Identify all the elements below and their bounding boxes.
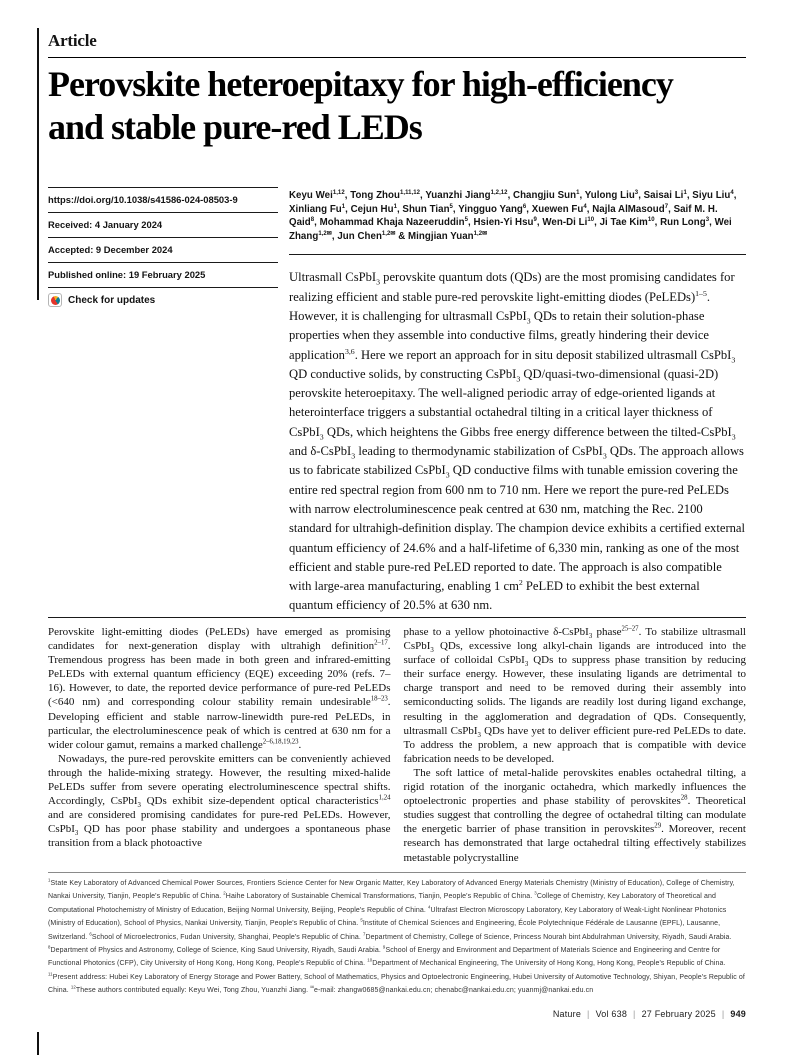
issue-date: 27 February 2025 (641, 1009, 716, 1019)
body-column-right (404, 625, 747, 865)
footer-separator: | (633, 1009, 636, 1019)
article-meta-sidebar (48, 187, 278, 616)
body-paragraph: phase to a yellow photoinactive δ-CsPbI$_3$ phase$^{25-27}$. To stabilize ultrasmall CsPbI$_3$ QDs, excessive long alkyl-chain ligands are introduced into the surface of colloidal CsPbI$_3$ QDs to suppress phase transition by reducing their surface energy. However, these insulating ligands are detrimental to charge transport and need to be removed during their assembly into semiconducting solids. The ligands are readily lost during ligand exchange, resulting in the agglomeration and degradation of QDs. Consequently, ultrasmall CsPbI$_3$ QDs have yet to deliver efficient pure-red PeLEDs to date. To address the problem, a new approach that is compatible with device fabrication needs to be developed. (403, 625, 746, 765)
header-divider (48, 57, 746, 58)
doi-link[interactable]: https://doi.org/10.1038/s41586-024-08503-9 (48, 187, 278, 212)
body-paragraph: Perovskite light-emitting diodes (PeLEDs) have emerged as promising candidates for next-generation display with ultrahigh definition$^{2-17}$. Tremendous progress has been made in both green and infrared-emitting PeLEDs with external quantum efficiency (EQE) exceeding 20% (refs. 7–16). However, to date, the reported device performance of pure-red PeLEDs (<640 nm) and corresponding colour stability remain undesirable$^{18-23}$. Developing efficient and stable narrow-linewidth pure-red PeLEDs, in particular, the electroluminescence peak of which is centred at 630 nm for a wider colour gamut, remains a marked challenge$^{2-6,18,19,23}$. (48, 626, 391, 751)
body-paragraph: The soft lattice of metal-halide perovskites enables octahedral tilting, a rigid rotation of the inorganic octahedra, which markedly influences the optoelectronic properties and phase stability of perovskites$^{28}$. Theoretical studies suggest that controlling the degree of octahedral tilting can modulate the energetic barrier of phase transition in perovskites$^{29}$. Moreover, recent research has demonstrated that large octahedral tilting effectively stabilizes metastable polycrystalline (403, 766, 746, 864)
crossmark-check-icon (48, 293, 62, 307)
page-footer (48, 1009, 746, 1019)
accepted-date: Accepted: 9 December 2024 (48, 237, 278, 262)
abstract: Ultrasmall CsPbI$_3$ perovskite quantum dots (QDs) are the most promising candidates for realizing efficient and stable pure-red perovskite light-emitting diodes (PeLEDs)$^{1-5}$. However, it is challenging for ultrasmall CsPbI$_3$ QDs to retain their solution-phase properties when they assemble into conductive films, greatly hindering their device application$^{3,6}$. Here we report an approach for in situ deposit stabilized ultrasmall CsPbI$_3$ QD conductive solids, by constructing CsPbI$_3$ QD/quasi-two-dimensional (quasi-2D) perovskite heteroepitaxy. The well-aligned periodic array of edge-oriented ligands at heterointerface triggers a substantial octahedral tilting in a critical layer thickness of CsPbI$_3$ QDs, which heightens the Gibbs free energy difference between the tilted-CsPbI$_3$ and δ-CsPbI$_3$ leading to thermodynamic stabilization of CsPbI$_3$ QDs. The approach allows us to fabricate stabilized CsPbI$_3$ QD conductive films with tunable emission covering the entire red spectral region from 600 nm to 710 nm. Here we report the pure-red PeLEDs with narrow electroluminescence peak centred at 630 nm, matching the Rec. 2100 standard for ultrahigh-definition display. The champion device exhibits a certified external quantum efficiency of 24.6% and a half-lifetime of 6,330 min, ranking as one of the most efficient and stable pure-red PeLED reported to date. The approach is also compatible with large-area manufacturing, enabling 1 $cm^2$ PeLED to exhibit the best external quantum efficiency of 20.5% at 630 nm. (289, 270, 746, 613)
author-list: Keyu Wei$^{1,12}$, Tong Zhou$^{1,11,12}$, Yuanzhi Jiang$^{1,2,12}$, Changjiu Sun$^1$, Yulong Liu$^3$, Saisai Li$^1$, Siyu Liu$^4$, Xinliang Fu$^1$, Cejun Hu$^1$, Shun Tian$^5$, Yingguo Yang$^6$, Xuewen Fu$^4$, Najla AlMasoud$^7$, Saif M. H. Qaid$^8$, Mohammad Khaja Nazeeruddin$^5$, Hsien-Yi Hsu$^9$, Wen-Di Li$^{10}$, Ji Tae Kim$^{10}$, Run Long$^3$, Wei Zhang$^{1,2✉}$, Jun Chen$^{1,2✉}$ & Mingjian Yuan$^{1,2✉}$ (289, 189, 737, 242)
check-for-updates-label: Check for updates (68, 294, 156, 306)
journal-name: Nature (552, 1009, 582, 1019)
page-title-line2: and stable pure-red LEDs (48, 107, 422, 147)
body-paragraph: Nowadays, the pure-red perovskite emitters can be conveniently achieved through the halide-mixing strategy. However, the resulting mixed-halide PeLEDs suffer from severe operating electroluminescence spectral shifts. Accordingly, CsPbI$_3$ QDs exhibit size-dependent optical characteristics$^{1,24}$ and are considered promising candidates for pure-red PeLEDs. However, CsPbI$_3$ QD has poor phase stability and undergoes a spontaneous phase transition from a black photoactive (48, 752, 391, 850)
header-meta-section (48, 187, 746, 616)
published-date: Published online: 19 February 2025 (48, 262, 278, 287)
footnote-divider (48, 872, 746, 873)
affiliations-footnote: $^1$State Key Laboratory of Advanced Chemical Power Sources, Frontiers Science Center for New Organic Matter, Key Laboratory of Advanced Energy Materials Chemistry (Ministry of Education), College of Chemistry, Nankai University, Tianjin, People's Republic of China. $^2$Haihe Laboratory of Sustainable Chemical Transformations, Tianjin, People's Republic of China. $^3$College of Chemistry, Key Laboratory of Theoretical and Computational Photochemistry of Ministry of Education, Beijing Normal University, Beijing, People's Republic of China. $^4$Ultrafast Electron Microscopy Laboratory, Key Laboratory of Weak-Light Nonlinear Photonics (Ministry of Education), School of Physics, Nankai University, Tianjin, People's Republic of China. $^5$Institute of Chemical Sciences and Engineering, École Polytechnique Fédérale de Lausanne (EPFL), Lausanne, Switzerland. $^6$School of Microelectronics, Fudan University, Shanghai, People's Republic of China. $^7$Department of Chemistry, College of Science, Princess Nourah bint Abdulrahman University, Riyadh, Saudi Arabia. $^8$Department of Physics and Astronomy, College of Science, King Saud University, Riyadh, Saudi Arabia. $^9$School of Energy and Environment and Department of Materials Science and Engineering and Centre for Functional Photonics (CFP), City University of Hong Kong, Hong Kong, People's Republic of China. $^{10}$Department of Mechanical Engineering, The University of Hong Kong, Hong Kong, People's Republic of China. $^{11}$Present address: Hubei Key Laboratory of Energy Storage and Power Battery, School of Mathematics, Physics and Optoelectronic Engineering, Hubei University of Automotive Technology, Shiyan, People's Republic of China. $^{12}$These authors contributed equally: Keyu Wei, Tong Zhou, Yuanzhi Jiang. ✉e-mail: zhangw0685@nankai.edu.cn; chenabc@nankai.edu.cn; yuanmj@nankai.edu.cn (48, 877, 745, 995)
page-title (48, 63, 748, 149)
left-margin-rule-top (37, 28, 39, 300)
volume-label: Vol 638 (595, 1009, 628, 1019)
body-top-divider (48, 617, 746, 618)
page-title-line1: Perovskite heteroepitaxy for high-efficiency (48, 64, 673, 104)
body-text (48, 625, 746, 865)
check-for-updates-badge[interactable] (48, 287, 278, 307)
left-margin-rule-bottom (37, 1032, 39, 1055)
body-column-left (48, 625, 391, 865)
author-abstract-block (289, 187, 746, 616)
article-type-label: Article (48, 31, 97, 50)
footer-separator: | (587, 1009, 590, 1019)
page-number: 949 (730, 1009, 746, 1019)
authors-divider (289, 254, 746, 255)
footer-separator: | (721, 1009, 725, 1019)
received-date: Received: 4 January 2024 (48, 212, 278, 237)
